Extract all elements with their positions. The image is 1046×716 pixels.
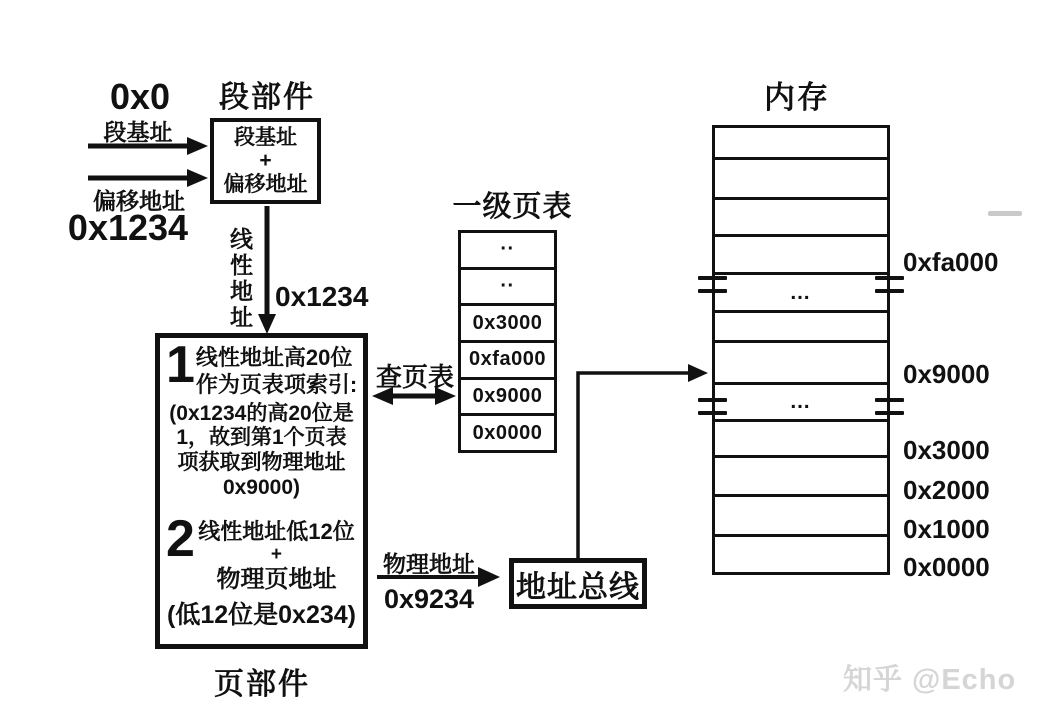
page-unit-box: [155, 333, 368, 649]
memory-row: [715, 537, 887, 572]
segment-box-line1: 段基址: [234, 125, 297, 149]
bus-to-memory-arrow: [578, 364, 708, 558]
memory-address-label: 0x3000: [903, 435, 990, 465]
break-tick: [698, 276, 727, 280]
break-tick: [875, 398, 904, 402]
page-table-row: ··: [461, 233, 554, 270]
memory-row: [715, 422, 887, 458]
segment-box-plus: +: [259, 149, 272, 173]
page-unit-title: 页部件: [214, 668, 310, 701]
memory-row: [715, 343, 887, 385]
step2-note: (低12位是0x234): [167, 601, 356, 630]
step2-line1: 线性地址低12位: [198, 518, 355, 544]
page-table-row: 0x0000: [472, 421, 543, 444]
break-tick: [698, 411, 727, 415]
page-table-row: 0x9000: [461, 380, 554, 417]
memory-row: [715, 313, 887, 343]
page-unit-step2: [166, 509, 357, 594]
step2-line3: 物理页地址: [216, 565, 337, 593]
physical-address-value: 0x9234: [383, 584, 475, 614]
break-tick: [875, 276, 904, 280]
page-table-title: 一级页表: [452, 191, 573, 223]
memory-row-break: …: [715, 275, 887, 313]
break-tick: [875, 289, 904, 293]
step1-number: 1: [166, 336, 193, 394]
memory-row: [715, 497, 887, 537]
segment-base-value: 0x0: [109, 76, 171, 117]
memory-address-label: 0x0000: [903, 552, 990, 582]
watermark-text: 知乎 @Echo: [843, 664, 1017, 696]
break-tick: [875, 411, 904, 415]
address-bus-box: [509, 558, 647, 609]
linear-address-value: 0x1234: [275, 281, 369, 312]
step1-line1: 线性地址高20位: [195, 345, 353, 370]
memory-row: [715, 128, 887, 160]
step2-plus: +: [270, 544, 283, 566]
memory-row: [715, 458, 887, 497]
memory-row: [715, 200, 887, 237]
memory-row: [715, 160, 887, 200]
page-table-row: ··: [461, 270, 554, 307]
offset-address-value: 0x1234: [67, 207, 189, 248]
lookup-page-table-label: 查页表: [375, 362, 454, 392]
memory-address-label: 0x2000: [903, 475, 990, 505]
memory-row-break: …: [715, 385, 887, 422]
physical-address-label: 物理地址: [383, 551, 475, 577]
page-table-row: 0xfa000: [461, 343, 554, 380]
offset-address-label: 偏移地址: [93, 188, 185, 214]
memory-address-label: 0x9000: [903, 359, 990, 389]
segment-unit-title: 段部件: [219, 81, 315, 114]
step2-number: 2: [166, 509, 193, 568]
scan-artifact-dash: [988, 211, 1022, 216]
segment-unit-box: [210, 118, 321, 204]
step1-note: (0x1234的高20位是1，故到第1个页表项获取到物理地址0x9000): [169, 401, 354, 499]
break-tick: [698, 289, 727, 293]
memory-row: [715, 237, 887, 275]
memory-title: 内存: [764, 80, 830, 115]
memory-address-label: 0xfa000: [903, 247, 999, 277]
step1-line2: 作为页表项索引:: [195, 371, 358, 397]
linear-address-arrow: [258, 206, 276, 334]
memory-address-label: 0x1000: [903, 514, 990, 544]
page-table-row: 0x3000: [461, 306, 554, 343]
page-table: [458, 230, 557, 453]
memory-table: [712, 125, 890, 575]
page-unit-step1: [166, 336, 358, 399]
segment-box-line3: 偏移地址: [223, 172, 308, 196]
linear-address-label: 线性地址: [227, 227, 253, 331]
break-tick: [698, 398, 727, 402]
address-bus-label: 地址总线: [516, 570, 640, 604]
segment-base-label: 段基址: [103, 119, 173, 145]
